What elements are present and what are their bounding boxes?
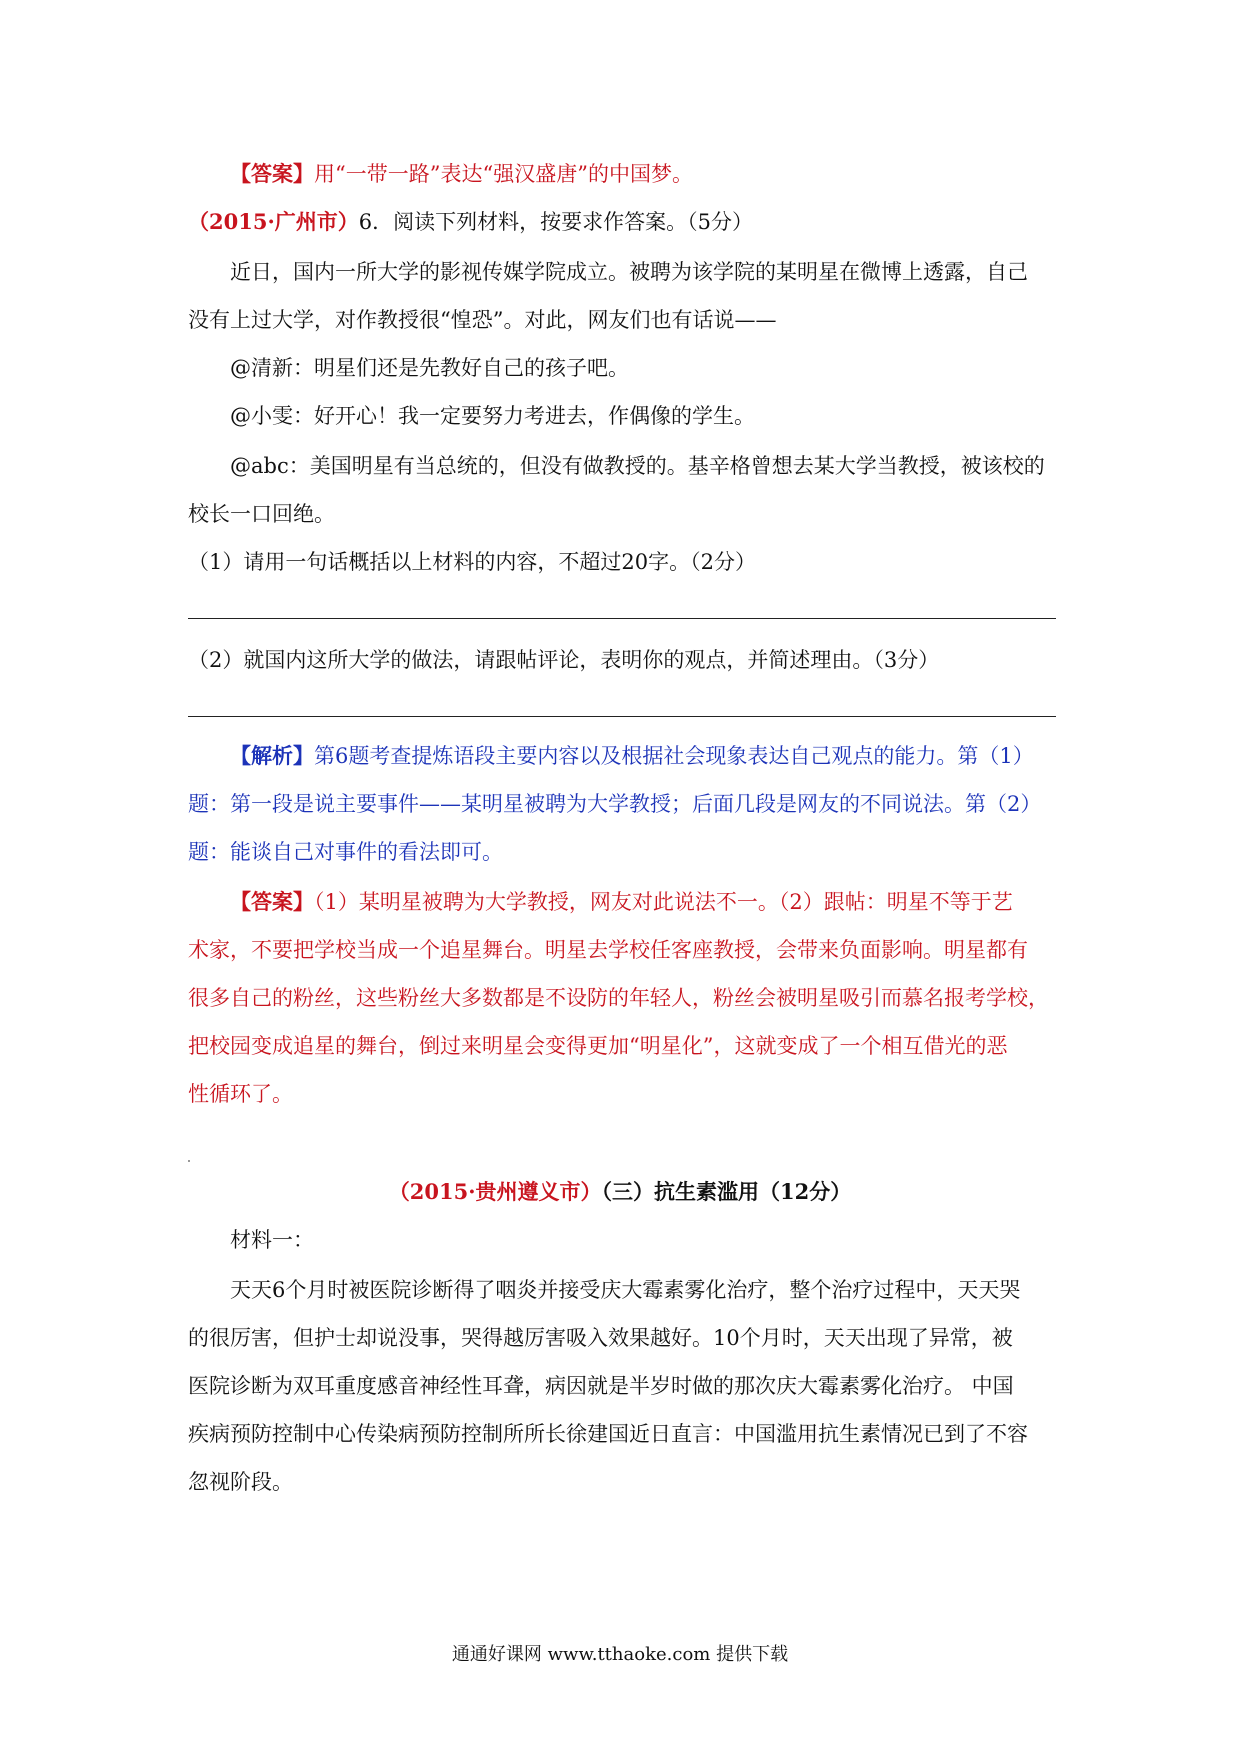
sub-question-1: （1）请用一句话概括以上材料的内容，不超过20字。（2分） <box>188 550 756 574</box>
analysis-label: 【解析】 <box>230 743 314 768</box>
comment-line: @abc：美国明星有当总统的，但没有做教授的。基辛格曾想去某大学当教授，被该校的 <box>230 454 1045 478</box>
material-line: 没有上过大学，对作教授很“惶恐”。对此，网友们也有话说—— <box>188 308 777 332</box>
material-line: 的很厉害，但护士却说没事，哭得越厉害吸入效果越好。10个月时，天天出现了异常，被 <box>188 1326 1013 1350</box>
question-stem: 6．阅读下列材料，按要求作答案。（5分） <box>358 210 753 234</box>
material-line: 医院诊断为双耳重度感音神经性耳聋，病因就是半岁时做的那次庆大霉素雾化治疗。 中国 <box>188 1374 1014 1398</box>
answer-text: 用“一带一路”表达“强汉盛唐”的中国梦。 <box>314 162 693 186</box>
material-line: 天天6个月时被医院诊断得了咽炎并接受庆大霉素雾化治疗，整个治疗过程中，天天哭 <box>230 1278 1021 1302</box>
answer-line: 很多自己的粉丝，这些粉丝大多数都是不设防的年轻人，粉丝会被明星吸引而慕名报考学校， <box>188 986 1049 1010</box>
analysis-line: 题：第一段是说主要事件——某明星被聘为大学教授；后面几段是网友的不同说法。第（2） <box>188 792 1042 816</box>
section-title: （三）抗生素滥用（12分） <box>601 1179 852 1204</box>
sub-question-2: （2）就国内这所大学的做法，请跟帖评论，表明你的观点，并简述理由。（3分） <box>188 648 940 672</box>
analysis-line: 题：能谈自己对事件的看法即可。 <box>188 840 503 864</box>
comment-line: @小雯：好开心！我一定要努力考进去，作偶像的学生。 <box>230 404 755 428</box>
material-heading: 材料一： <box>230 1228 314 1252</box>
comment-line: @清新：明星们还是先教好自己的孩子吧。 <box>230 356 629 380</box>
section-heading <box>0 1178 1240 1206</box>
question-source: （2015·广州市） <box>188 209 359 234</box>
page-footer: 通通好课网 www.tthaoke.com 提供下载 <box>451 1644 789 1665</box>
comment-line: 校长一口回绝。 <box>188 502 335 526</box>
answer-label: 【答案】 <box>230 161 314 186</box>
material-line: 忽视阶段。 <box>188 1470 293 1494</box>
answer-line: 术家，不要把学校当成一个追星舞台。明星去学校任客座教授，会带来负面影响。明星都有 <box>188 938 1028 962</box>
material-line: 疾病预防控制中心传染病预防控制所所长徐建国近日直言：中国滥用抗生素情况已到了不容 <box>188 1422 1028 1446</box>
answer-text: （1）某明星被聘为大学教授，网友对此说法不一。（2）跟帖：明星不等于艺 <box>314 890 1013 914</box>
answer-line <box>230 888 1056 916</box>
analysis-line <box>230 742 1056 770</box>
prev-answer-line <box>230 160 1056 188</box>
answer-blank-line <box>188 618 1056 619</box>
answer-line: 性循环了。 <box>188 1082 293 1106</box>
answer-blank-line <box>188 716 1056 717</box>
question-header <box>188 208 1056 236</box>
section-source: （2015·贵州遵义市） <box>388 1179 602 1204</box>
material-line: 近日，国内一所大学的影视传媒学院成立。被聘为该学院的某明星在微博上透露，自己 <box>230 260 1028 284</box>
answer-line: 把校园变成追星的舞台，倒过来明星会变得更加“明星化”，这就变成了一个相互借光的恶 <box>188 1034 1008 1058</box>
stray-mark <box>188 1160 190 1162</box>
answer-label: 【答案】 <box>230 889 314 914</box>
analysis-text: 第6题考查提炼语段主要内容以及根据社会现象表达自己观点的能力。第（1） <box>314 744 1034 768</box>
